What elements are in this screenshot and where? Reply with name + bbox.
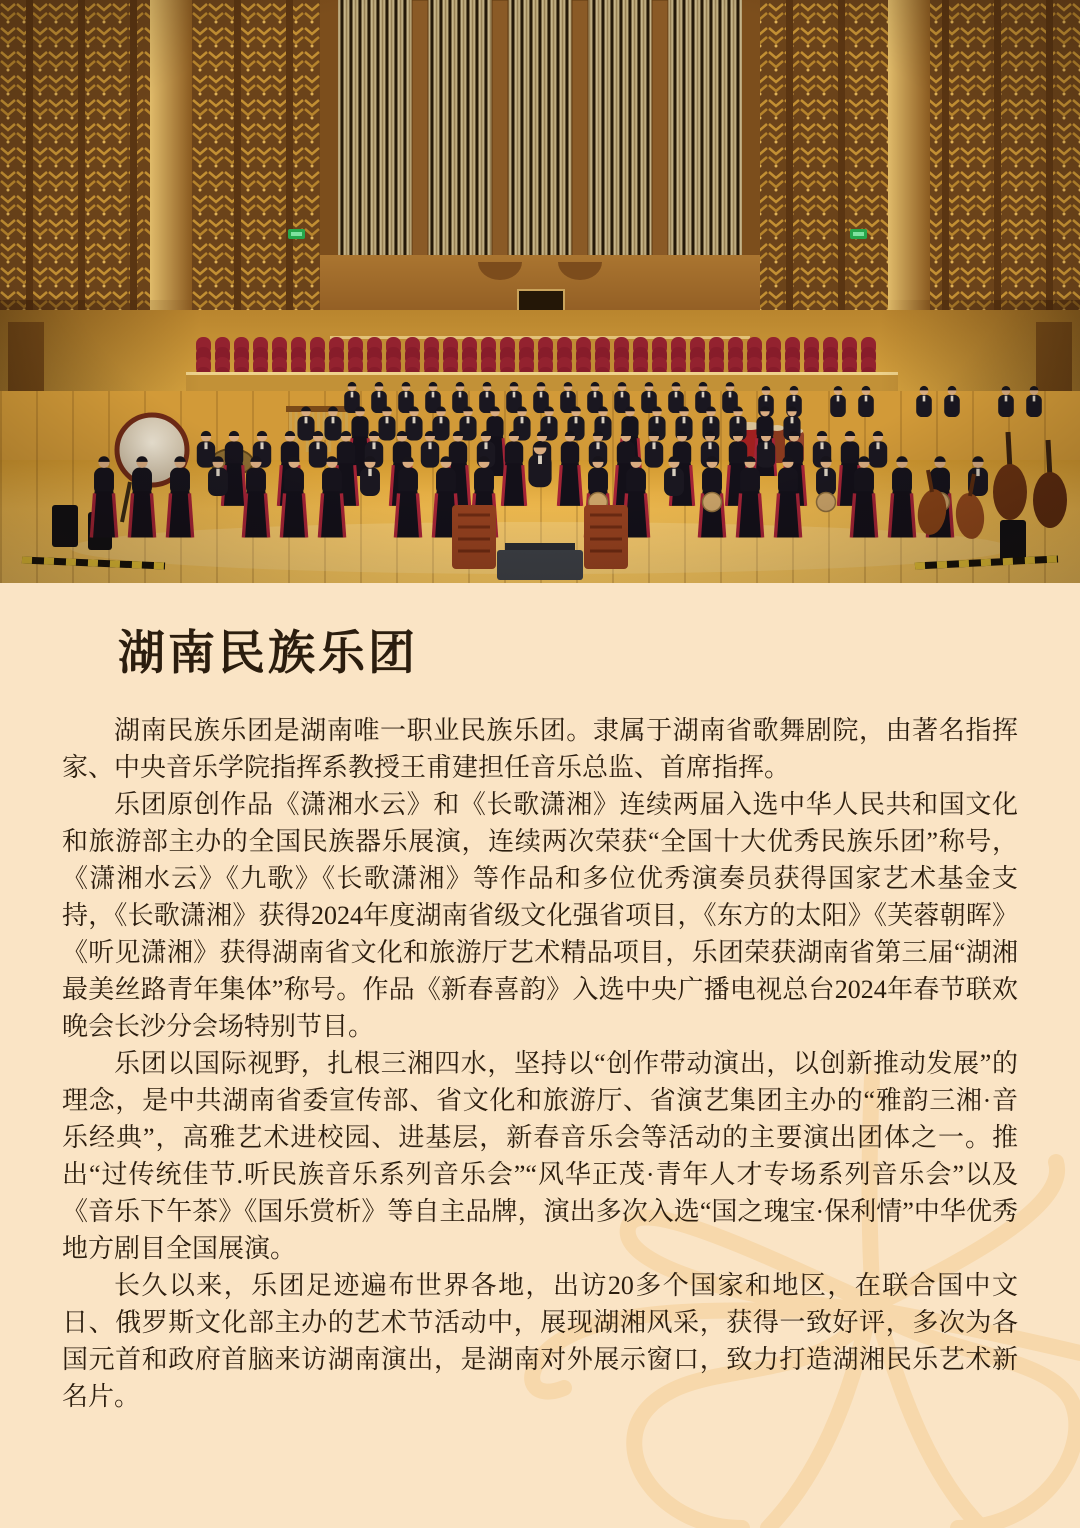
paragraph: 乐团以国际视野，扎根三湘四水，坚持以“创作带动演出，以创新推动发展”的理念，是中共湖南省委宣传部、省文化和旅游厅、省演艺集团主办的“雅韵三湘·音乐经典”，高雅艺术进校园、进基层，新春音乐会等活动的主要演出团体之一。推出“过传统佳节.听民族音乐系列音乐会”“风华正茂·青年人才专场系列音乐会”以及《音乐下午茶》《国乐赏析》等自主品牌，演出多次入选“国之瑰宝·保利情”中华优秀地方剧目全国展演。: [62, 1048, 1018, 1263]
paragraph: 长久以来，乐团足迹遍布世界各地，出访20多个国家和地区，在联合国中文日、俄罗斯文化部主办的艺术节活动中，展现湖湘风采，获得一致好评，多次为各国元首和政府首脑来访湖南演出，是湖南对外展示窗口，致力打造湖湘民乐艺术新名片。: [62, 1270, 1018, 1411]
orchestra-photo: [0, 0, 1080, 583]
paragraph: 湖南民族乐团是湖南唯一职业民族乐团。隶属于湖南省歌舞剧院，由著名指挥家、中央音乐学院指挥系教授王甫建担任音乐总监、首席指挥。: [62, 715, 1018, 782]
paragraph: 乐团原创作品《潇湘水云》和《长歌潇湘》连续两届入选中华人民共和国文化和旅游部主办的全国民族器乐展演，连续两次荣获“全国十大优秀民族乐团”称号，《潇湘水云》《九歌》《长歌潇湘》等作品和多位优秀演奏员获得国家艺术基金支持，《长歌潇湘》获得2024年度湖南省级文化强省项目，《东方的太阳》《芙蓉朝晖》《听见潇湘》获得湖南省文化和旅游厅艺术精品项目，乐团荣获湖南省第三届“湖湘最美丝路青年集体”称号。作品《新春喜韵》入选中央广播电视总台2024年春节联欢晚会长沙分会场特别节目。: [62, 789, 1018, 1041]
article: [0, 583, 1080, 1415]
article-body: [62, 712, 1018, 1415]
photo-vignette: [0, 0, 1080, 583]
page-title: 湖南民族乐团: [118, 628, 418, 680]
